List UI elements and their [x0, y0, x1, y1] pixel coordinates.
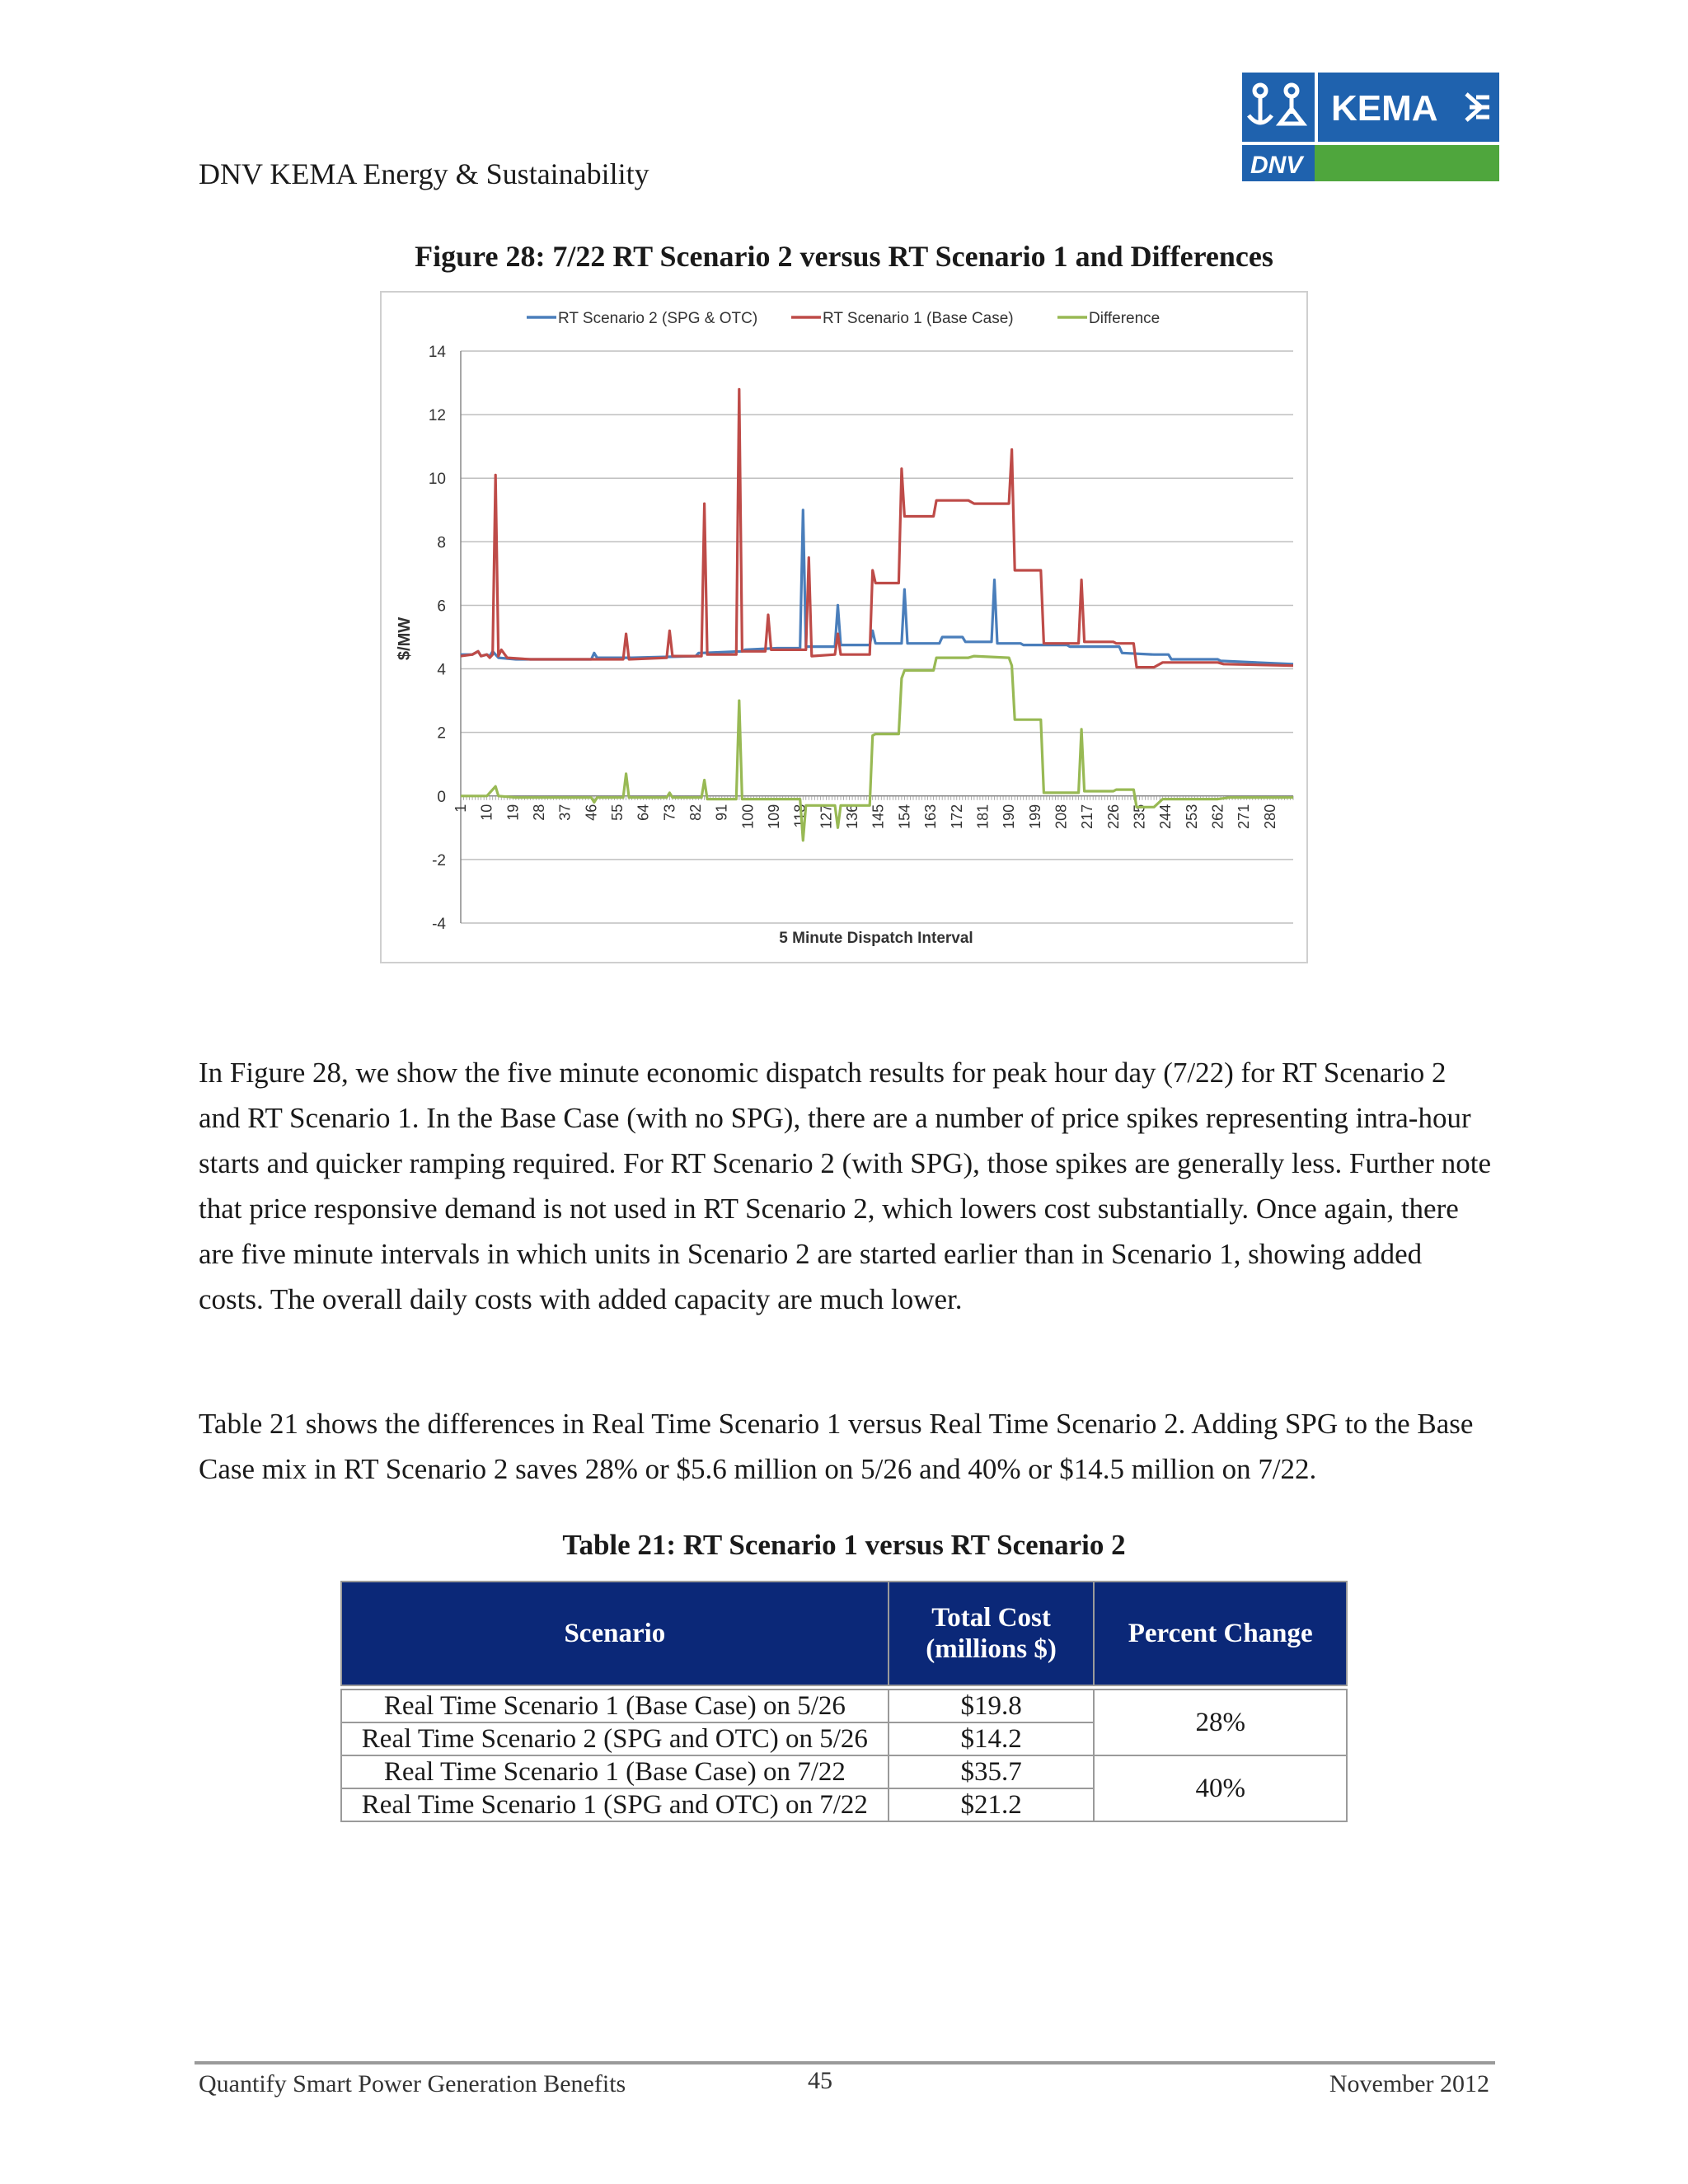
results-table	[340, 1581, 1348, 1822]
chart-x-axis-label: 5 Minute Dispatch Interval	[779, 930, 973, 947]
x-tick-label: 19	[504, 804, 522, 821]
chart-y-axis-label: $/MW	[396, 616, 414, 661]
y-tick-label: 6	[437, 598, 446, 616]
series-line-s1	[461, 389, 1293, 667]
x-tick-label: 91	[713, 804, 730, 821]
table-caption: Table 21: RT Scenario 1 versus RT Scenario 2	[562, 1529, 1126, 1561]
x-tick-label: 118	[791, 804, 809, 828]
footer-date: November 2012	[1329, 2070, 1489, 2097]
chart-legend	[527, 310, 1160, 327]
legend-label: RT Scenario 1 (Base Case)	[823, 310, 1014, 327]
table-header-row	[341, 1582, 1347, 1685]
row-cost: $21.2	[889, 1788, 1095, 1821]
row-cost: $19.8	[889, 1690, 1095, 1722]
y-tick-label: 2	[437, 724, 446, 743]
dnv-kema-logo	[1242, 73, 1499, 181]
figure-caption: Figure 28: 7/22 RT Scenario 2 versus RT Scenario 1 and Differences	[415, 240, 1273, 273]
footer-document-title: Quantify Smart Power Generation Benefits	[199, 2070, 626, 2097]
y-tick-label: 0	[437, 788, 446, 806]
x-tick-label: 73	[661, 804, 678, 821]
y-tick-label: -2	[432, 851, 446, 869]
x-tick-label: 100	[739, 804, 757, 829]
row-scenario: Real Time Scenario 2 (SPG and OTC) on 5/26	[341, 1722, 889, 1755]
x-tick-label: 235	[1131, 804, 1148, 829]
row-cost: $14.2	[889, 1722, 1095, 1755]
row-scenario: Real Time Scenario 1 (Base Case) on 5/26	[341, 1690, 889, 1722]
x-tick-label: 28	[531, 804, 548, 821]
x-tick-label: 154	[896, 804, 913, 829]
x-tick-label: 199	[1026, 804, 1043, 829]
row-scenario: Real Time Scenario 1 (Base Case) on 7/22	[341, 1755, 889, 1788]
line-chart	[380, 291, 1308, 963]
x-tick-label: 280	[1261, 804, 1278, 829]
x-tick-label: 64	[635, 804, 652, 821]
x-tick-label: 10	[478, 804, 495, 821]
y-tick-label: 10	[428, 471, 446, 489]
x-tick-label: 46	[583, 804, 600, 821]
x-tick-label: 172	[948, 804, 965, 829]
x-tick-label: 262	[1209, 804, 1226, 829]
header-total-cost-line1: Total Cost	[931, 1603, 1051, 1633]
x-tick-label: 82	[687, 804, 705, 821]
row-scenario: Real Time Scenario 1 (SPG and OTC) on 7/22	[341, 1788, 889, 1821]
x-tick-label: 163	[922, 804, 940, 829]
row-percent-change: 40%	[1094, 1755, 1347, 1821]
x-tick-label: 217	[1079, 804, 1096, 829]
chart-axes	[429, 344, 1293, 933]
legend-label: Difference	[1089, 310, 1160, 327]
x-tick-label: 109	[766, 804, 783, 829]
body-paragraph-1: In Figure 28, we show the five minute economic dispatch results for peak hour day (7/22) for RT Scenario 2 and RT Scenario 1. In the Base Case (with no SPG), there are a number of price spikes representing intra-hour starts and quicker ramping required. For RT Scenario 2 (with SPG), those spikes are generally less. Further note that price responsive demand is not used in RT Scenario 2, which lowers cost substantially. Once again, there are five minute intervals in which units in Scenario 2 are started earlier than in Scenario 1, showing added costs. The overall daily costs with added capacity are much lower.	[199, 1057, 1492, 1315]
logo-brand-text: KEMA	[1331, 88, 1438, 129]
header-scenario: Scenario	[341, 1582, 889, 1685]
x-tick-label: 226	[1104, 804, 1122, 829]
body-paragraph-2: Table 21 shows the differences in Real Time Scenario 1 versus Real Time Scenario 2. Adding SPG to the Base Case mix in RT Scenario 2 saves 28% or $5.6 million on 5/26 and 40% or $14.5 million on 7/22.	[199, 1408, 1474, 1485]
x-tick-label: 181	[974, 804, 992, 829]
table-row	[341, 1755, 1347, 1788]
header-total-cost-line2: (millions $)	[926, 1634, 1057, 1664]
x-tick-label: 208	[1053, 804, 1070, 829]
y-tick-label: -4	[432, 916, 446, 933]
x-tick-label: 1	[452, 804, 469, 813]
row-cost: $35.7	[889, 1755, 1095, 1788]
row-percent-change: 28%	[1094, 1690, 1347, 1755]
footer-page-number: 45	[808, 2067, 832, 2094]
x-tick-label: 145	[870, 804, 887, 829]
y-tick-label: 4	[437, 661, 446, 679]
x-tick-label: 244	[1157, 804, 1175, 829]
x-tick-label: 55	[609, 804, 626, 821]
x-tick-label: 190	[1001, 804, 1018, 829]
chart-series	[461, 389, 1293, 841]
header-org-name: DNV KEMA Energy & Sustainability	[199, 157, 649, 190]
legend-label: RT Scenario 2 (SPG & OTC)	[558, 310, 758, 327]
series-line-s2	[461, 510, 1293, 664]
y-tick-label: 12	[428, 407, 446, 425]
x-tick-label: 136	[844, 804, 861, 829]
x-tick-label: 127	[818, 804, 835, 829]
footer-divider	[195, 2061, 1495, 2064]
y-tick-label: 14	[428, 344, 446, 361]
chart-canvas	[382, 293, 1310, 965]
x-tick-label: 271	[1236, 804, 1253, 829]
x-tick-label: 253	[1183, 804, 1200, 829]
y-tick-label: 8	[437, 534, 446, 552]
header-percent-change: Percent Change	[1094, 1582, 1347, 1685]
header-total-cost	[889, 1582, 1095, 1685]
x-tick-label: 37	[556, 804, 574, 821]
table-row	[341, 1690, 1347, 1722]
logo-sub-text: DNV	[1250, 152, 1303, 179]
chart-gridlines	[461, 351, 1293, 923]
